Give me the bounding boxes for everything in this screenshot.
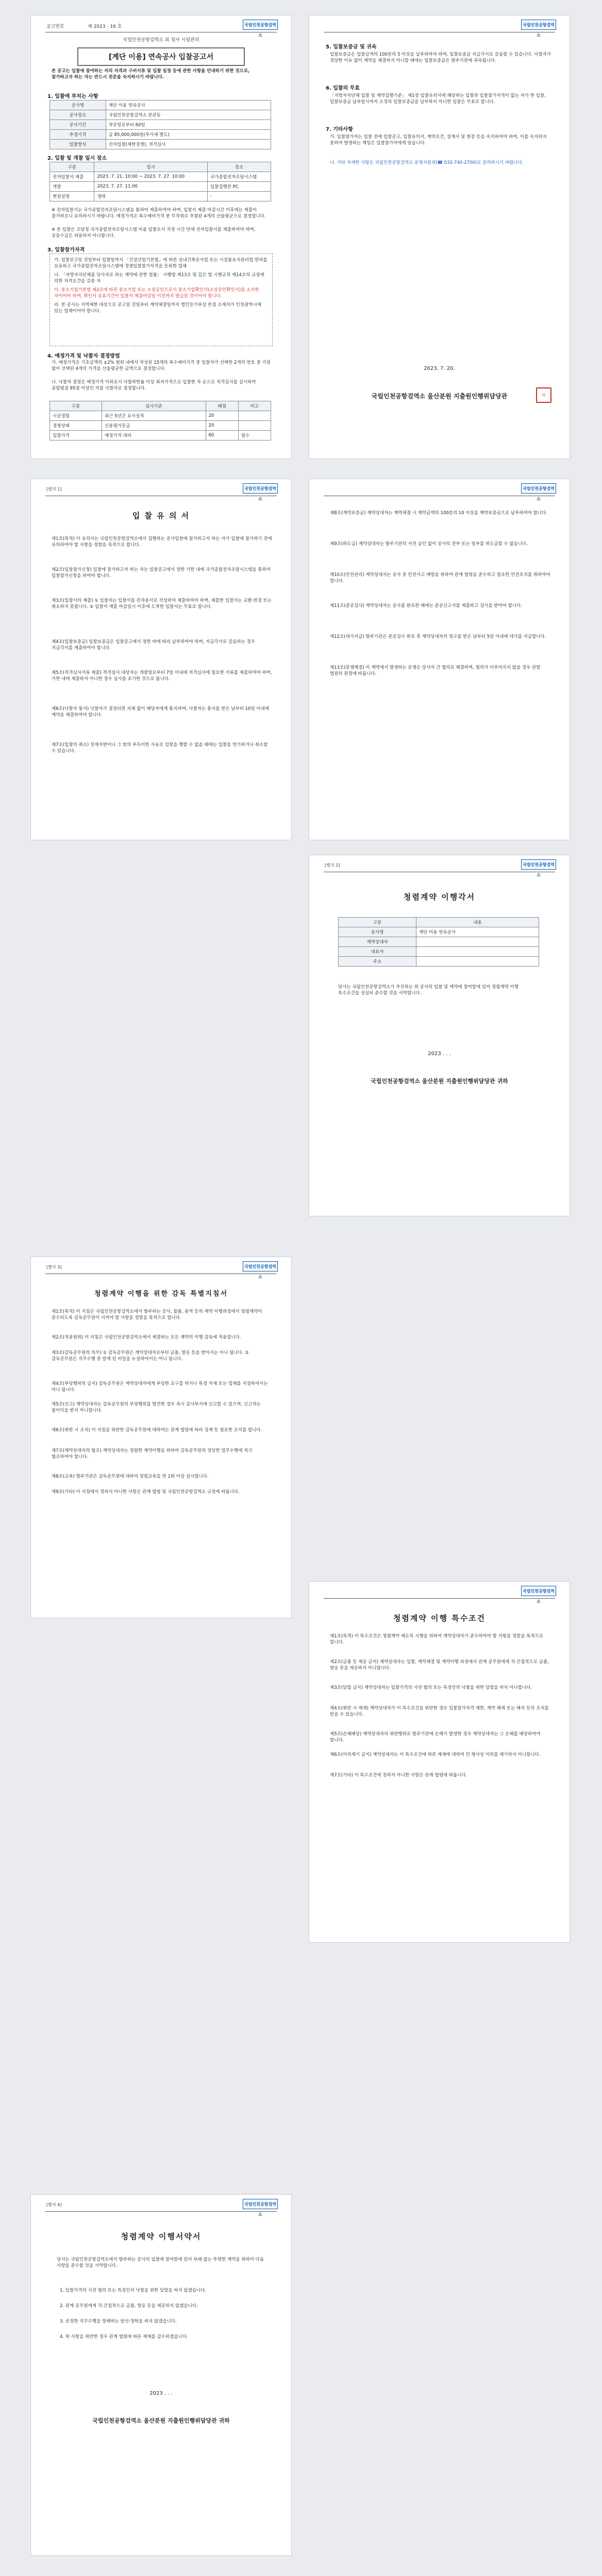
page-7	[31, 2195, 291, 2555]
agency-logo: 국립인천공항검역소	[521, 20, 556, 30]
method-text: 가. 예정가격은 기초금액의 ±2% 범위 내에서 작성된 15개의 복수예비가격 중 입찰자가 선택한 2개의 번호 중 가장 많이 선택된 4개의 가격을 산술평균한 금액으로 결정합니다.	[52, 360, 271, 371]
eligibility-item-highlight: 다. 중소기업기본법 제2조에 따른 중소기업 또는 소상공인으로서 중소기업확인서(소상공인확인서)를 소지한 자이어야 하며, 확인서 유효기간이 입찰서 제출마감일 이전까지 발급된 것이어야 합니다.	[54, 287, 259, 299]
article-text: 제5조(적격심사서류 제출) 적격심사 대상자는 개찰일로부터 7일 이내에 적격심사에 필요한 서류를 제출하여야 하며, 기한 내에 제출하지 아니한 경우 심사를 포기한 것으로 봅니다.	[52, 670, 272, 682]
pledge-item: 1. 입찰가격의 사전 협의 또는 특정인의 낙찰을 위한 담합을 하지 않겠습니다.	[60, 2288, 207, 2293]
table-row: 공사명 계단 이용 연속공사	[50, 100, 271, 110]
pledge-date: 2023 . . .	[149, 2391, 173, 2396]
table-row: 추정가격 금 85,000,000원(부가세 별도)	[50, 130, 271, 140]
table-row: 시공경험 최근 5년간 유사실적 20	[50, 411, 271, 421]
gazette-number: 제 2023 - 16 호	[88, 24, 122, 29]
page-title: [계단 이용] 연속공사 입찰공고서	[77, 47, 245, 66]
article-text: 제3조(입찰서의 제출) ① 입찰자는 입찰서를 전자문서로 작성하여 제출하여야 하며, 제출한 입찰서는 교환·변경 또는 취소하지 못합니다. ② 입찰서 제출 마감일시 이후에 도착한 입찰서는 무효로 합니다.	[52, 598, 272, 609]
official-seal: 印	[536, 387, 551, 403]
article-text: 제9조(하도급) 계약상대자는 발주기관의 사전 승인 없이 공사의 전부 또는 일부를 하도급할 수 없습니다.	[330, 541, 528, 547]
article-text: 제2조(입찰참가신청) 입찰에 참가하고자 하는 자는 입찰공고에서 정한 기한 내에 국가종합전자조달시스템을 통하여 입찰참가신청을 하여야 합니다.	[52, 567, 271, 579]
recipient-signature: 국립인천공항검역소 울산분원 지출원인행위담당관 귀하	[92, 2417, 230, 2424]
table-row: 공사장소 국립인천공항검역소 본관동	[50, 110, 271, 120]
article-text: 제10조(안전관리) 계약상대자는 공사 중 안전사고 예방을 위하여 관계 법령을 준수하고 필요한 안전조치를 취하여야 합니다.	[330, 572, 550, 584]
page-3	[309, 479, 570, 840]
article-text: 제7조(계약상대자의 협조) 계약상대자는 청렴한 계약이행을 위하여 감독공무원의 정당한 업무수행에 적극 협조하여야 합니다.	[52, 1448, 253, 1460]
article-text: 제2조(적용범위) 이 지침은 국립인천공항검역소에서 체결하는 모든 계약의 이행 감독에 적용합니다.	[52, 1335, 241, 1340]
form-number: [별지 4]	[46, 2202, 62, 2207]
article-text: 제4조(입찰보증금) 입찰보증금은 입찰공고에서 정한 바에 따라 납부하여야 하며, 지급각서로 갈음하는 경우 지급각서를 제출하여야 합니다.	[52, 639, 255, 651]
evaluation-table	[49, 401, 271, 440]
article-text: 제4조(위반 시 제재) 계약상대자가 이 특수조건을 위반한 경우 입찰참가자격 제한, 계약 해제 또는 해지 등의 조치를 받을 수 있습니다.	[330, 1706, 549, 1717]
pledge-item: 2. 관계 공무원에게 직·간접적으로 금품, 향응 등을 제공하지 않겠습니다.	[60, 2303, 198, 2309]
agency-logo: 국립인천공항검역소	[521, 859, 556, 870]
article-text: 제7조(입찰의 취소) 천재지변이나 그 밖의 부득이한 사유로 입찰을 행할 수 없을 때에는 입찰을 연기하거나 취소할 수 있습니다.	[52, 742, 268, 754]
intro-text: 본 공고는 입찰에 참여하는 자의 자격과 구비서류 및 입찰 일정 등에 관한 사항을 안내하기 위한 것으로, 참가하고자 하는 자는 반드시 전문을 숙지하시기 바랍니다.	[52, 69, 250, 80]
page-title: 입 찰 유 의 서	[132, 511, 190, 520]
page-5	[31, 1257, 291, 1618]
page-1-continued	[309, 15, 570, 459]
page-title: 청렴계약 이행을 위한 감독 특별지침서	[94, 1290, 228, 1298]
misc-text: 가. 입찰참가자는 입찰 전에 입찰공고, 입찰유의서, 계약조건, 설계서 및 현장 등을 숙지하여야 하며, 이를 숙지하지 못하여 발생하는 책임은 입찰참가자에게 있습니다.	[330, 134, 547, 146]
pledge-item: 3. 공정한 직무수행을 방해하는 알선·청탁을 하지 않겠습니다.	[60, 2319, 177, 2324]
article-text: 제8조(계약보증금) 계약상대자는 계약체결 시 계약금액의 100분의 10 이상을 계약보증금으로 납부하여야 합니다.	[330, 511, 547, 516]
article-text: 제7조(기타) 이 특수조건에 정하지 아니한 사항은 관계 법령에 따릅니다.	[330, 1773, 467, 1778]
section-heading: 7. 기타사항	[326, 127, 353, 132]
pledge-text: 당사는 국립인천공항검역소에서 발주하는 공사의 입찰에 참여함에 있어 부패 없는 투명한 계약을 위하여 다음 사항을 준수할 것을 서약합니다.	[57, 2257, 264, 2268]
header-subtitle: 국립인천공항검역소 외 청사 시설관리	[123, 38, 199, 43]
pledge-date: 2023 . . .	[428, 1051, 451, 1057]
section-heading: 3. 입찰참가자격	[47, 247, 85, 253]
article-text: 제3조(담합 금지) 계약상대자는 입찰가격의 사전 협의 또는 특정인의 낙찰을 위한 담합을 하지 아니합니다.	[330, 1685, 532, 1690]
table-row: 경영상태 신용평가등급 20	[50, 421, 271, 431]
agency-logo: 국립인천공항검역소	[521, 1586, 556, 1596]
table-row: 개찰 2023. 7. 27. 11:00 입찰집행관 PC	[50, 182, 271, 192]
article-text: 제3조(감독공무원의 의무) ① 감독공무원은 계약상대자로부터 금품, 향응 등을 받아서는 아니 됩니다. ② 감독공무원은 직무수행 중 알게 된 비밀을 누설하여서는 아니 됩니다.	[52, 1350, 249, 1362]
deposit-text: 입찰보증금은 입찰금액의 100분의 5 이상을 납부하여야 하며, 입찰보증금 지급각서로 갈음할 수 있습니다. 낙찰자가 정당한 이유 없이 계약을 체결하지 아니할 때에는 입찰보증금은 발주기관에 귀속됩니다.	[330, 52, 551, 63]
article-text: 제8조(교육) 발주기관은 감독공무원에 대하여 청렴교육을 연 1회 이상 실시합니다.	[52, 1474, 209, 1479]
recipient-signature: 국립인천공항검역소 울산분원 지출원인행위담당관 귀하	[371, 1078, 508, 1084]
agency-logo: 국립인천공항검역소	[243, 20, 278, 30]
note-text: ※ 전자입찰서는 국가종합전자조달시스템을 통하여 제출하여야 하며, 입찰서 제출 마감시간 이후에는 제출이 불가하오니 유의하시기 바랍니다. 예정가격은 복수예비가격 중 무작위로 추첨된 4개의 산술평균으로 결정합니다.	[52, 208, 266, 219]
table-row: 주소	[339, 957, 539, 967]
note-text: ※ 본 입찰은 조달청 국가종합전자조달시스템 이용 입찰로서 지정 시간 안에 전자입찰서를 제출하여야 하며, 공동수급은 허용하지 아니합니다.	[52, 227, 256, 239]
article-text: 제1조(목적) 이 특수조건은 청렴계약 제도의 시행을 위하여 계약상대자가 준수하여야 할 사항을 정함을 목적으로 합니다.	[330, 1634, 543, 1645]
agency-logo: 국립인천공항검역소	[243, 2199, 278, 2209]
section-heading: 6. 입찰의 무효	[326, 86, 360, 91]
pledge-item: 4. 위 사항을 위반한 경우 관계 법령에 따른 제재를 감수하겠습니다.	[60, 2334, 188, 2340]
invalid-text: 「지방자치단체 입찰 및 계약집행기준」 제1장 입찰유의서에 해당하는 입찰과 입찰참가자격이 없는 자가 한 입찰, 입찰보증금 납부일시까지 소정의 입찰보증금을 납부하지 아니한 입찰은 무효로 합니다.	[330, 93, 546, 105]
article-text: 제9조(기타) 이 지침에서 정하지 아니한 사항은 관계 법령 및 국립인천공항검역소 규정에 따릅니다.	[52, 1489, 240, 1495]
article-text: 제13조(분쟁해결) 이 계약에서 발생하는 분쟁은 당사자 간 협의로 해결하며, 협의가 이루어지지 않을 경우 관할 법원의 판결에 따릅니다.	[330, 665, 541, 676]
table-row: 전자입찰서 제출 2023. 7. 21. 10:00 ~ 2023. 7. 27. 10:00 국가종합전자조달시스템	[50, 172, 271, 182]
table-row: 현장설명 생략 -	[50, 192, 271, 201]
form-number: [별지 1]	[46, 487, 62, 492]
article-text: 제1조(목적) 이 유의서는 국립인천공항검역소에서 집행하는 공사입찰에 참가하고자 하는 자가 입찰에 참가하기 전에 유의하여야 할 사항을 정함을 목적으로 합니다.	[52, 536, 272, 548]
article-text: 제2조(금품 등 제공 금지) 계약상대자는 입찰, 계약체결 및 계약이행 과정에서 관계 공무원에게 직·간접적으로 금품, 향응 등을 제공하지 아니합니다.	[330, 1659, 549, 1671]
article-text: 제6조(이의제기 금지) 계약상대자는 이 특수조건에 따른 제재에 대하여 민·형사상 이의를 제기하지 아니합니다.	[330, 1752, 541, 1757]
article-text: 제6조(낙찰자 통지) 낙찰자가 결정되면 지체 없이 해당자에게 통지하며, 낙찰자는 통지를 받은 날부터 10일 이내에 계약을 체결하여야 합니다.	[52, 706, 269, 718]
table-row: 공사기간 착공일로부터 60일	[50, 120, 271, 130]
issuer-signature: 국립인천공항검역소 울산분원 지출원인행위담당관	[371, 393, 508, 400]
section-heading: 1. 입찰에 부치는 사항	[47, 94, 98, 99]
table-row: 공사명 계단 이용 연속공사	[339, 927, 539, 937]
article-text: 제5조(손해배상) 계약상대자의 위반행위로 발주기관에 손해가 발생한 경우 계약상대자는 그 손해를 배상하여야 합니다.	[330, 1732, 541, 1743]
pledge-info-table	[338, 917, 539, 967]
article-text: 제5조(신고) 계약상대자는 감독공무원의 부당행위를 발견한 경우 즉시 감사부서에 신고할 수 있으며, 신고자는 불이익을 받지 아니합니다.	[52, 1402, 261, 1413]
form-number: [별지 2]	[325, 863, 340, 868]
agency-logo: 국립인천공항검역소	[243, 483, 278, 494]
page-2	[31, 479, 291, 840]
eligibility-item: 가. 입찰공고일 전일부터 입찰일까지 「건설산업기본법」에 따른 실내건축공사업 또는 시설물유지관리업 면허를 보유하고 국가종합전자조달시스템에 경쟁입찰참가자격을 등록한 업체	[54, 258, 267, 269]
page-1	[31, 15, 291, 459]
agency-logo: 국립인천공항검역소	[521, 483, 556, 494]
article-text: 제6조(위반 시 조치) 이 지침을 위반한 감독공무원에 대하여는 관계 법령에 따라 징계 등 필요한 조치를 합니다.	[52, 1428, 262, 1433]
contact-text: 나. 기타 자세한 사항은 국립인천공항검역소 운영지원과(☎ 032-740-2700)로 문의하시기 바랍니다.	[330, 160, 524, 165]
table-header-row: 구분 심사기준 배점 비고	[50, 401, 271, 411]
section-heading: 2. 입찰 및 개찰 일시 장소	[47, 156, 107, 161]
page-title: 청렴계약 이행각서	[403, 892, 476, 902]
method-text: 나. 낙찰자 결정은 예정가격 이하로서 낙찰하한율 이상 최저가격으로 입찰한 자 순으로 적격심사를 실시하여 종합평점 95점 이상인 자를 낙찰자로 결정합니다.	[52, 380, 256, 391]
pledge-text: 당사는 국립인천공항검역소가 추진하는 위 공사의 입찰 및 계약에 참여함에 있어 청렴계약 이행 특수조건을 성실히 준수할 것을 서약합니다.	[338, 985, 519, 996]
article-text: 제11조(준공검사) 계약상대자는 공사를 완료한 때에는 준공신고서를 제출하고 검사를 받아야 합니다.	[330, 603, 522, 608]
table-row: 대표자	[339, 947, 539, 957]
table-header-row: 구분 일시 장소	[50, 162, 271, 172]
eligibility-item: 나. 「지방자치단체를 당사자로 하는 계약에 관한 법률」 시행령 제13조 및 같은 법 시행규칙 제14조의 규정에 의한 자격요건을 갖춘 자	[54, 273, 264, 284]
section-heading: 4. 예정가격 및 낙찰자 결정방법	[47, 353, 120, 359]
bid-info-table	[49, 100, 271, 149]
gazette-label: 공고번호	[46, 24, 64, 29]
page-4	[309, 855, 570, 1216]
article-text: 제12조(대가지급) 발주기관은 준공검사 완료 후 계약상대자의 청구를 받은 날부터 5일 이내에 대가를 지급합니다.	[330, 634, 546, 639]
table-row: 계약상대자	[339, 937, 539, 947]
page-title: 청렴계약 이행서약서	[121, 2232, 202, 2241]
table-row: 입찰방식 전자입찰(제한경쟁), 적격심사	[50, 140, 271, 149]
schedule-table	[49, 162, 271, 201]
page-6	[309, 1582, 570, 1942]
article-text: 제4조(부당행위의 금지) 감독공무원은 계약상대자에게 부당한 요구를 하거나 특정 자재 또는 업체를 지정하여서는 아니 됩니다.	[52, 1381, 268, 1393]
section-heading: 5. 입찰보증금 및 귀속	[326, 44, 377, 50]
table-row: 입찰가격 예정가격 대비 60 필수	[50, 431, 271, 440]
eligibility-item: 라. 본 공사는 지역제한 대상으로 공고일 전일부터 계약체결일까지 법인등기부상 본점 소재지가 인천광역시에 있는 업체이어야 합니다.	[54, 302, 261, 314]
agency-logo: 국립인천공항검역소	[243, 1261, 278, 1272]
page-title: 청렴계약 이행 특수조건	[393, 1614, 486, 1623]
table-header-row: 구분 내용	[339, 918, 539, 927]
article-text: 제1조(목적) 이 지침은 국립인천공항검역소에서 발주하는 공사, 물품, 용역 등의 계약 이행과정에서 청렴계약이 준수되도록 감독공무원이 지켜야 할 사항을 정함을 목적으로 합니다.	[52, 1309, 262, 1320]
form-number: [별지 3]	[46, 1265, 62, 1269]
eligibility-box	[49, 253, 273, 346]
notice-date: 2023. 7. 20.	[424, 366, 455, 371]
